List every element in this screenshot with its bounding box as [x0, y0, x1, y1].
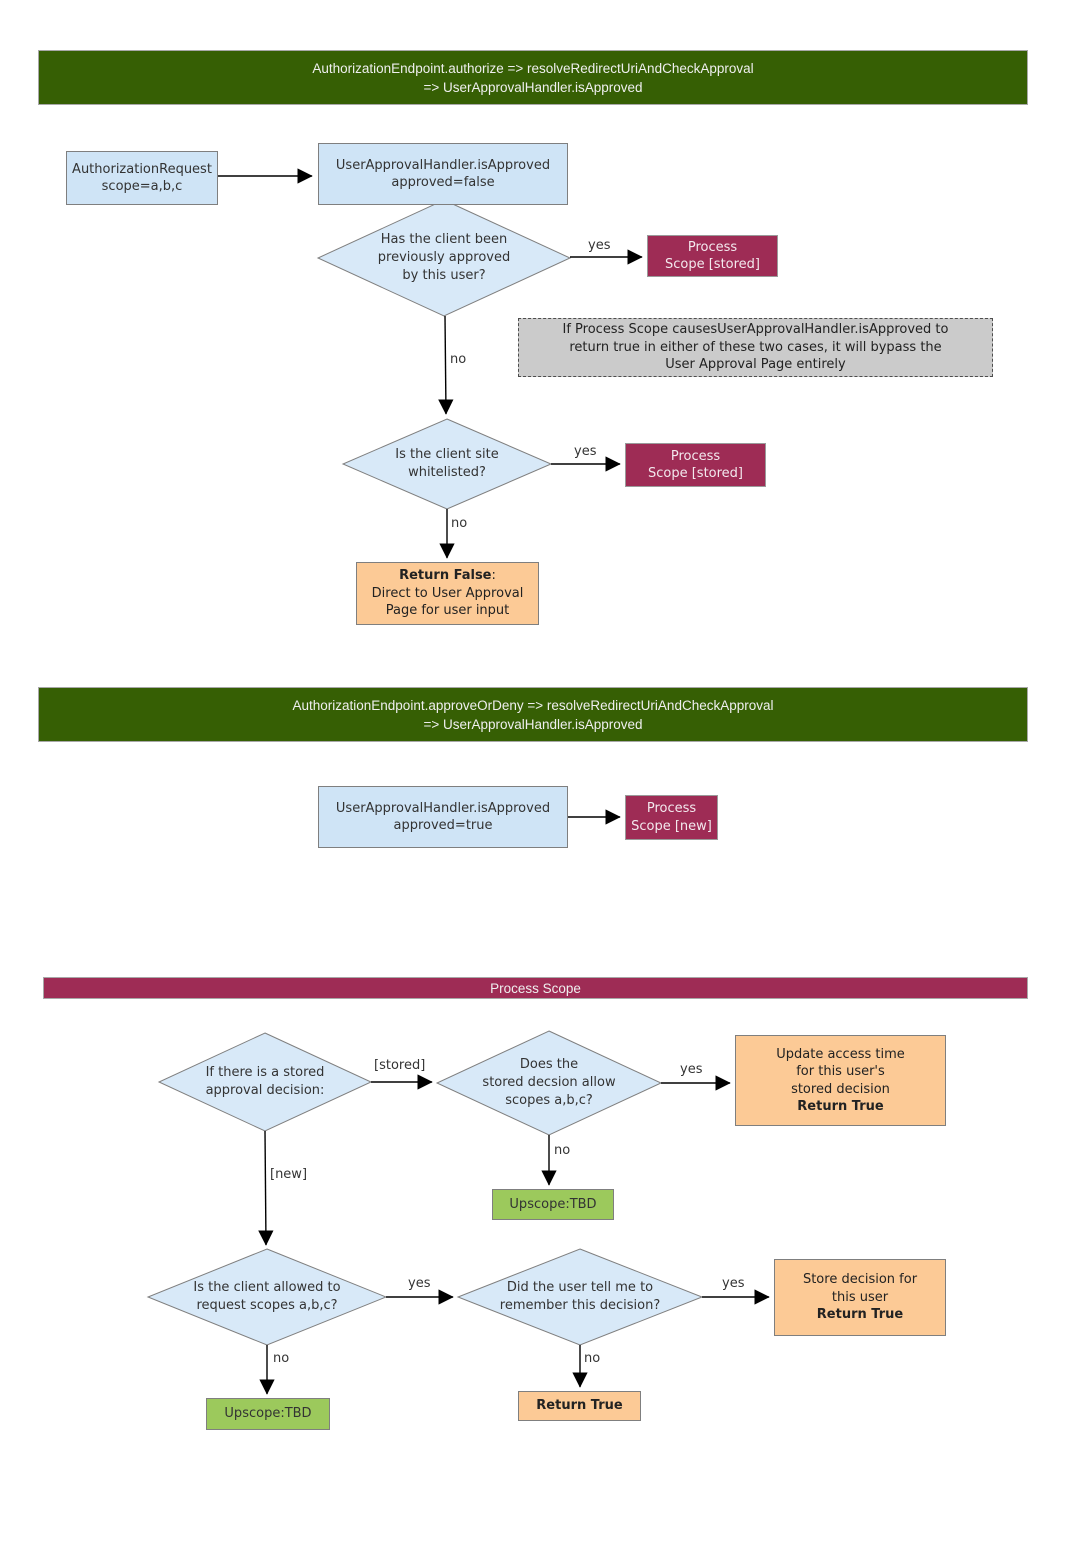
box-store-decision	[774, 1259, 946, 1336]
banner-process-scope: Process Scope	[43, 977, 1028, 999]
box-authorization-request: AuthorizationRequest scope=a,b,c	[66, 151, 218, 205]
label-yes-prev-approved: yes	[588, 238, 611, 253]
update-access-body: Update access time for this user's stored decision	[776, 1046, 905, 1097]
decision-stored-decision-label: If there is a stored approval decision:	[205, 1065, 325, 1098]
label-no-prev-approved: no	[450, 352, 467, 367]
note-bypass-approval-page: If Process Scope causesUserApprovalHandler.isApproved to return true in either of these two cases, it will bypass the User Approval Page entirely	[518, 318, 993, 377]
label-no-remember: no	[584, 1351, 601, 1366]
box-upscope-tbd-1: Upscope:TBD	[492, 1189, 614, 1220]
update-access-return-true: Return True	[797, 1099, 884, 1114]
box-update-access-time	[735, 1035, 946, 1126]
label-new-branch: [new]	[270, 1167, 308, 1182]
label-stored-branch: [stored]	[374, 1058, 426, 1073]
box-process-scope-new: Process Scope [new]	[625, 795, 718, 840]
decision-stored-allows-label: Does the stored decsion allow scopes a,b,c?	[482, 1057, 616, 1108]
label-yes-client-allowed: yes	[408, 1276, 431, 1291]
decision-previously-approved-label: Has the client been previously approved by this user?	[377, 232, 511, 283]
label-no-whitelisted: no	[451, 516, 468, 531]
decision-whitelisted-label: Is the client site whitelisted?	[395, 447, 499, 480]
box-isapproved-true: UserApprovalHandler.isApproved approved=true	[318, 786, 568, 848]
return-false-body: Direct to User Approval Page for user input	[371, 585, 524, 619]
return-false-title: Return False:	[399, 568, 496, 584]
connector-new-branch	[265, 1131, 266, 1245]
label-yes-remember: yes	[722, 1276, 745, 1291]
banner-authorize: AuthorizationEndpoint.authorize => resolveRedirectUriAndCheckApproval => UserApprovalHandler.isApproved	[38, 50, 1028, 105]
connector-prevapproved-no	[445, 316, 446, 414]
box-return-false	[356, 562, 539, 625]
box-return-true: Return True	[518, 1391, 641, 1421]
decision-remember-label: Did the user tell me to remember this decision?	[499, 1280, 661, 1313]
label-yes-whitelisted: yes	[574, 444, 597, 459]
decision-client-allowed-label: Is the client allowed to request scopes a,b,c?	[193, 1280, 341, 1313]
box-isapproved-false: UserApprovalHandler.isApproved approved=false	[318, 143, 568, 205]
label-no-stored-allows: no	[554, 1143, 571, 1158]
box-process-scope-stored-2: Process Scope [stored]	[625, 443, 766, 487]
label-yes-stored-allows: yes	[680, 1062, 703, 1077]
box-upscope-tbd-2: Upscope:TBD	[206, 1398, 330, 1430]
store-decision-return-true: Return True	[816, 1307, 904, 1323]
box-process-scope-stored-1: Process Scope [stored]	[647, 235, 778, 277]
banner-approve-or-deny: AuthorizationEndpoint.approveOrDeny => resolveRedirectUriAndCheckApproval => UserApprovalHandler.isApproved	[38, 687, 1028, 742]
label-no-client-allowed: no	[273, 1351, 290, 1366]
store-decision-body: Store decision for this user	[802, 1272, 918, 1305]
